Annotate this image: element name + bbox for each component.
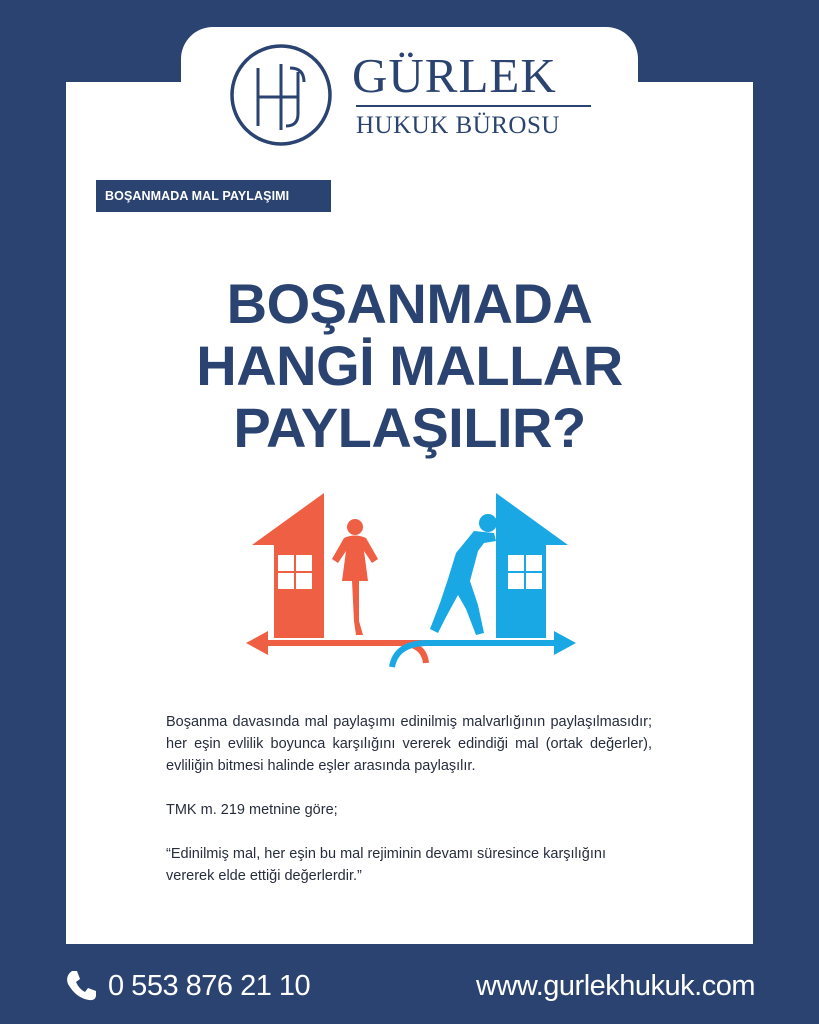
phone-number[interactable]: 0 553 876 21 10 (108, 970, 311, 1002)
man-figure-icon (430, 514, 497, 635)
category-tag: BOŞANMADA MAL PAYLAŞIMI (96, 180, 331, 212)
brand-name: GÜRLEK (352, 48, 557, 103)
headline (66, 273, 753, 459)
brand-divider (356, 105, 591, 107)
divorce-houses-illustration (238, 493, 580, 671)
body-text (166, 711, 652, 887)
phone-icon (64, 968, 98, 1002)
body-paragraph-1: Boşanma davasında mal paylaşımı edinilmiş malvarlığının paylaşılmasıdır; her eşin evlilik boyunca karşılığını vererek edindiği mal (ortak değerler), evliliğin bitmesi halinde eşler arasında paylaşılır. (166, 714, 652, 774)
headline-line-1: BOŞANMADA (226, 272, 593, 335)
woman-figure-icon (332, 519, 378, 635)
brand-subtitle: HUKUK BÜROSU (356, 112, 560, 139)
body-paragraph-3: “Edinilmiş mal, her eşin bu mal rejiminin devamı süresince karşılığını vererek elde ettiği değerlerdir.” (166, 846, 606, 884)
headline-line-3: PAYLAŞILIR? (233, 396, 586, 459)
gh-monogram-logo (228, 42, 334, 148)
body-paragraph-2: TMK m. 219 metnine göre; (166, 802, 338, 818)
headline-line-2: HANGİ MALLAR (196, 334, 623, 397)
website-link[interactable]: www.gurlekhukuk.com (476, 970, 755, 1002)
